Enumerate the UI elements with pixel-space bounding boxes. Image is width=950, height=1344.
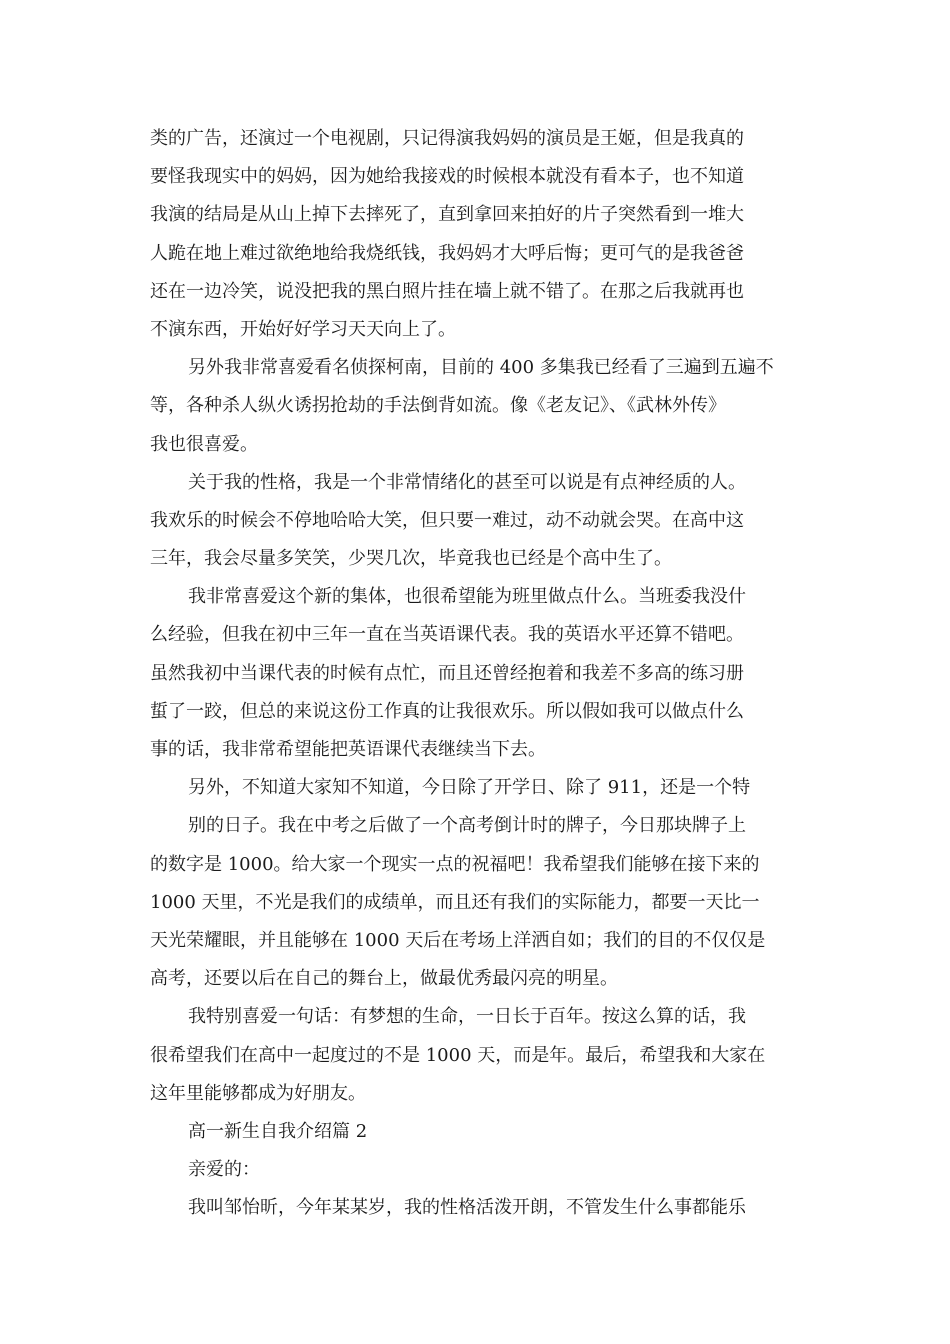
text-line: 另外，不知道大家知不知道，今日除了开学日、除了 911，还是一个特 xyxy=(188,777,751,799)
text-line: 么经验，但我在初中三年一直在当英语课代表。我的英语水平还算不错吧。 xyxy=(150,624,744,646)
document-body xyxy=(150,120,810,1227)
text-line: 另外我非常喜爱看名侦探柯南，目前的 400 多集我已经看了三遍到五遍不 xyxy=(188,357,774,379)
text-line: 我欢乐的时候会不停地哈哈大笑，但只要一难过，动不动就会哭。在高中这 xyxy=(150,509,744,531)
text-line: 等，各种杀人纵火诱拐抢劫的手法倒背如流。像《老友记》、《武林外传》 xyxy=(150,395,726,417)
text-line: 类的广告，还演过一个电视剧，只记得演我妈妈的演员是王姬，但是我真的 xyxy=(150,128,744,149)
text-line: 三年，我会尽量多笑笑，少哭几次，毕竟我也已经是个高中生了。 xyxy=(150,548,672,570)
text-line: 不演东西，开始好好学习天天向上了。 xyxy=(150,318,456,340)
text-line: 关于我的性格，我是一个非常情绪化的甚至可以说是有点神经质的人。 xyxy=(188,471,746,493)
text-line: 的数字是 1000。给大家一个现实一点的祝福吧！我希望我们能够在接下来的 xyxy=(150,853,760,875)
text-line: 天光荣耀眼，并且能够在 1000 天后在考场上洋洒自如；我们的目的不仅仅是 xyxy=(150,929,766,951)
text-line: 要怪我现实中的妈妈，因为她给我接戏的时候根本就没有看本子，也不知道 xyxy=(150,166,744,188)
text-line: 很希望我们在高中一起度过的不是 1000 天，而是年。最后，希望我和大家在 xyxy=(150,1044,766,1066)
text-line: 还在一边冷笑，说没把我的黑白照片挂在墙上就不错了。在那之后我就再也 xyxy=(150,280,744,302)
text-line: 虽然我初中当课代表的时候有点忙，而且还曾经抱着和我差不多高的练习册 xyxy=(150,662,744,684)
text-line: 人跪在地上难过欲绝地给我烧纸钱，我妈妈才大呼后悔；更可气的是我爸爸 xyxy=(150,242,744,264)
text-line: 别的日子。我在中考之后做了一个高考倒计时的牌子，今日那块牌子上 xyxy=(188,815,746,837)
text-line: 蜇了一跤，但总的来说这份工作真的让我很欢乐。所以假如我可以做点什么 xyxy=(150,700,744,722)
text-line: 我特别喜爱一句话：有梦想的生命，一日长于百年。按这么算的话，我 xyxy=(188,1006,746,1028)
text-line: 亲爱的： xyxy=(188,1159,260,1181)
text-line: 高一新生自我介绍篇 2 xyxy=(188,1120,368,1142)
text-line: 高考，还要以后在自己的舞台上，做最优秀最闪亮的明星。 xyxy=(150,968,618,990)
text-line: 我演的结局是从山上掉下去摔死了，直到拿回来拍好的片子突然看到一堆大 xyxy=(150,204,744,226)
text-line: 事的话，我非常希望能把英语课代表继续当下去。 xyxy=(150,739,546,760)
text-line: 我也很喜爱。 xyxy=(150,433,258,455)
text-line: 我叫邹怡昕，今年某某岁，我的性格活泼开朗，不管发生什么事都能乐 xyxy=(188,1197,746,1219)
text-line: 这年里能够都成为好朋友。 xyxy=(150,1082,366,1104)
text-line: 我非常喜爱这个新的集体，也很希望能为班里做点什么。当班委我没什 xyxy=(188,586,746,608)
text-line: 1000 天里，不光是我们的成绩单，而且还有我们的实际能力，都要一天比一 xyxy=(150,891,760,913)
